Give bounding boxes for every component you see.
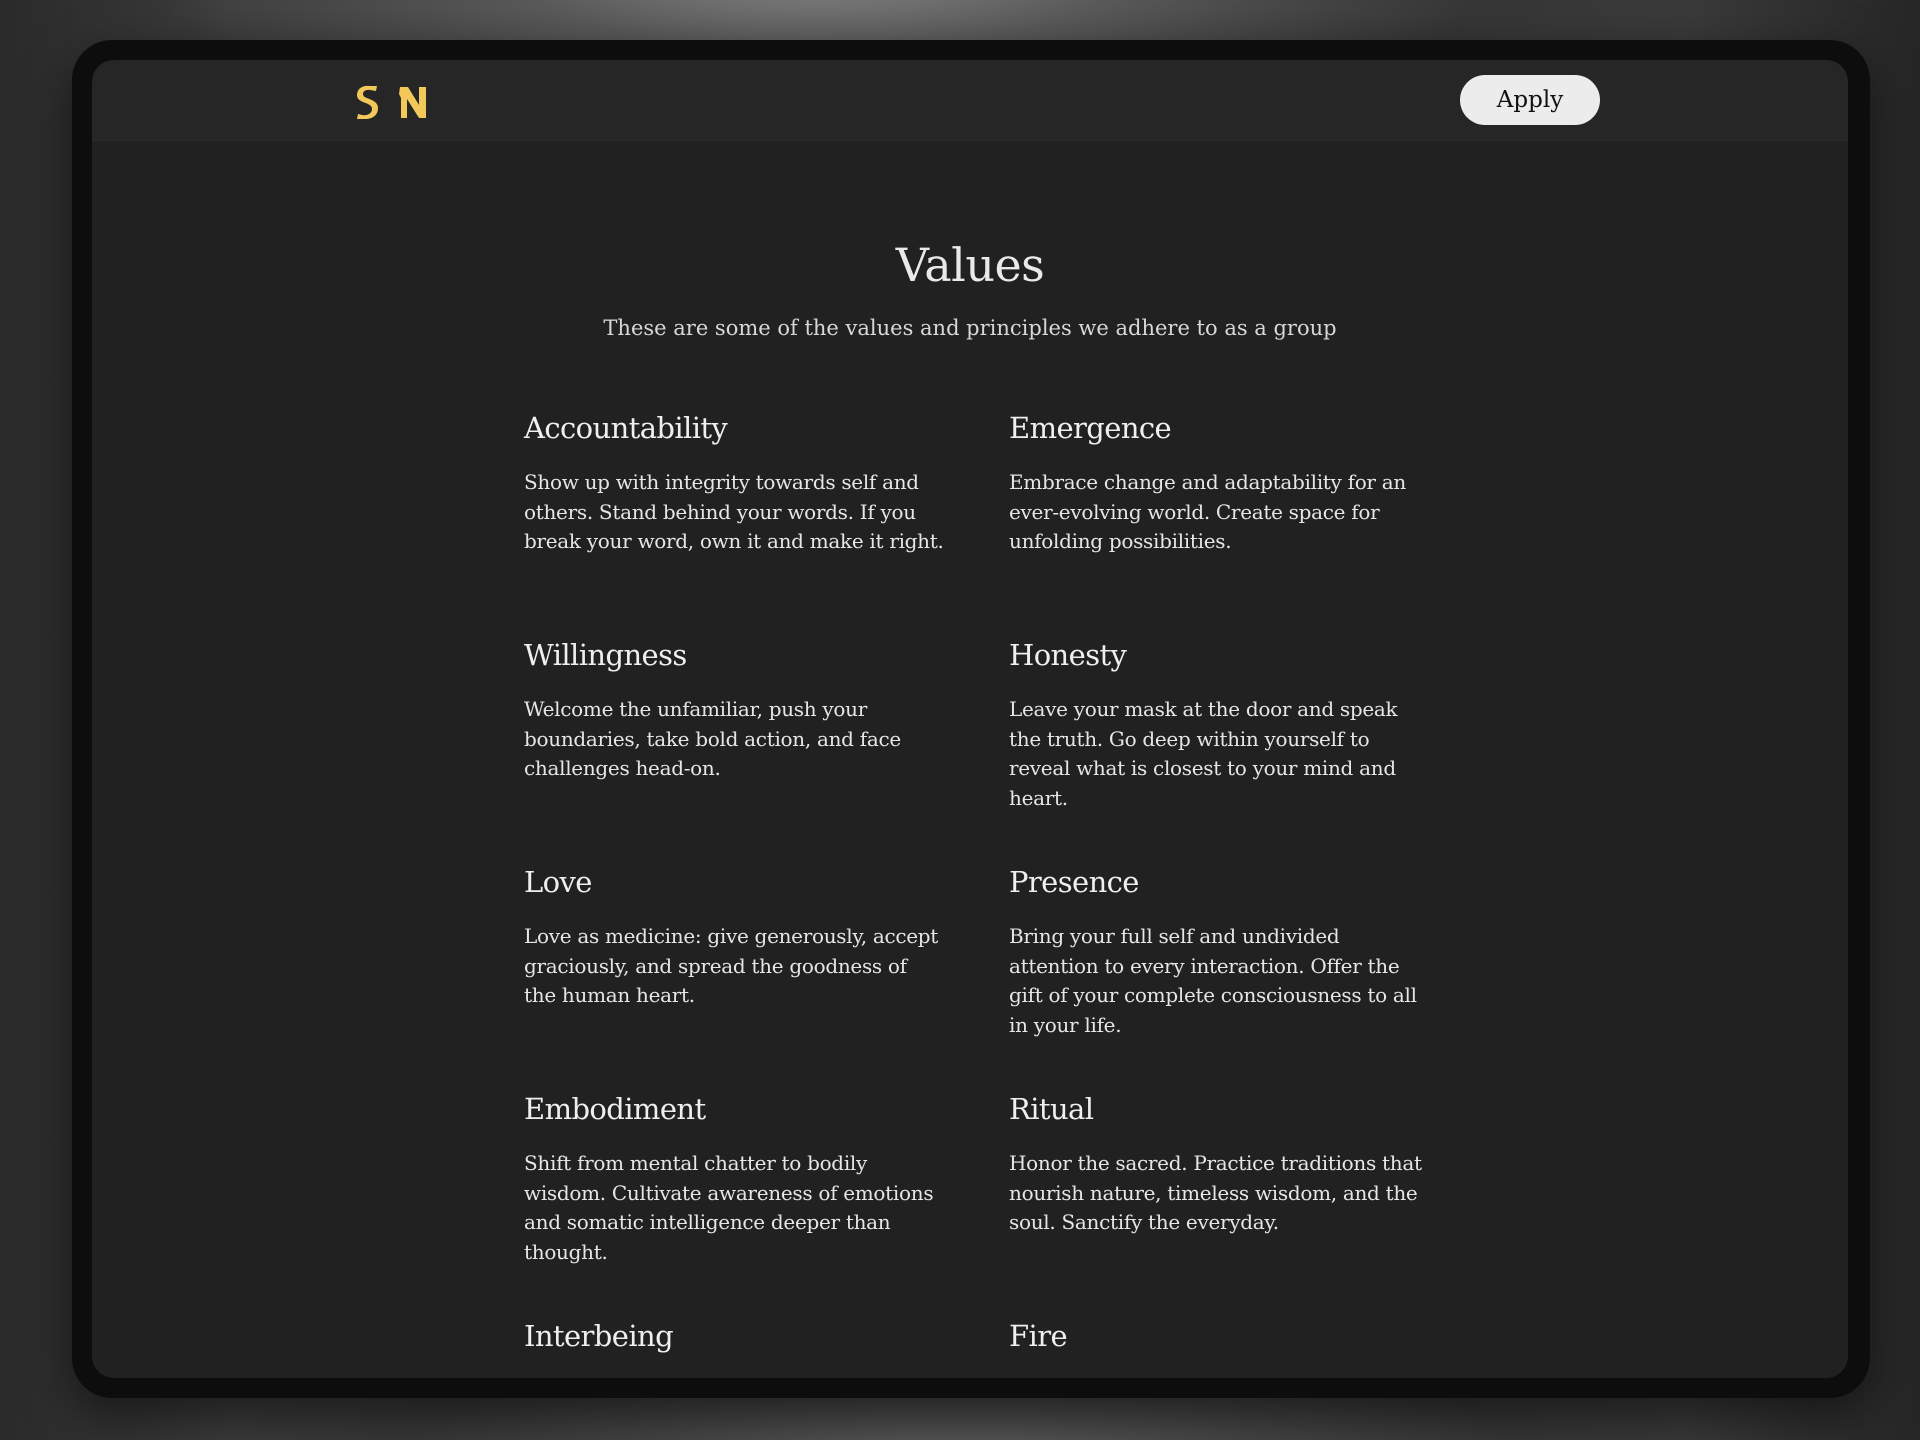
- value-description: Show up with integrity towards self and others. Stand behind your words. If you break your word, own it and make it right.: [524, 470, 944, 553]
- value-item-embodiment: [524, 1091, 1009, 1318]
- values-grid: [524, 410, 1444, 1378]
- value-item-ritual: [1009, 1091, 1444, 1318]
- value-description: Welcome the unfamiliar, push your boundaries, take bold action, and face challenges head-on.: [524, 697, 901, 780]
- apply-button[interactable]: Apply: [1460, 75, 1600, 125]
- value-item-emergence: [1009, 410, 1444, 637]
- value-item-fire: [1009, 1318, 1444, 1378]
- logo-s-icon: [352, 84, 380, 120]
- value-item-love: [524, 864, 1009, 1091]
- browser-screen: [92, 60, 1848, 1378]
- page-subtitle: These are some of the values and principles we adhere to as a group: [603, 316, 1337, 340]
- value-title: Emergence: [1009, 411, 1172, 445]
- device-frame: [72, 40, 1870, 1398]
- value-description: Honor the sacred. Practice traditions that nourish nature, timeless wisdom, and the soul. Sanctify the everyday.: [1009, 1151, 1422, 1234]
- value-description: Shift from mental chatter to bodily wisdom. Cultivate awareness of emotions and somatic intelligence deeper than thought.: [524, 1151, 934, 1264]
- value-description: Bring your full self and undivided attention to every interaction. Offer the gift of your complete consciousness to all in your life.: [1009, 924, 1417, 1037]
- value-title: Fire: [1009, 1319, 1068, 1353]
- value-item-presence: [1009, 864, 1444, 1091]
- page-title: Values: [895, 238, 1045, 292]
- value-title: Love: [524, 865, 592, 899]
- value-description: Leave your mask at the door and speak the truth. Go deep within yourself to reveal what is closest to your mind and heart.: [1009, 697, 1398, 810]
- value-title: Willingness: [524, 638, 687, 672]
- value-title: Ritual: [1009, 1092, 1094, 1126]
- value-title: Interbeing: [524, 1319, 674, 1353]
- logo-n-icon: [398, 84, 428, 120]
- value-description: Embrace change and adaptability for an ever-evolving world. Create space for unfolding possibilities.: [1009, 470, 1406, 553]
- value-title: Presence: [1009, 865, 1139, 899]
- value-item-honesty: [1009, 637, 1444, 864]
- value-item-accountability: [524, 410, 1009, 637]
- value-item-willingness: [524, 637, 1009, 864]
- sn-logo-icon[interactable]: [352, 80, 428, 124]
- value-description: Love as medicine: give generously, accept graciously, and spread the goodness of the human heart.: [524, 924, 939, 1007]
- value-title: Accountability: [524, 411, 728, 445]
- top-navigation-bar: [92, 60, 1848, 141]
- value-title: Honesty: [1009, 638, 1127, 672]
- value-title: Embodiment: [524, 1092, 706, 1126]
- value-item-interbeing: [524, 1318, 1009, 1378]
